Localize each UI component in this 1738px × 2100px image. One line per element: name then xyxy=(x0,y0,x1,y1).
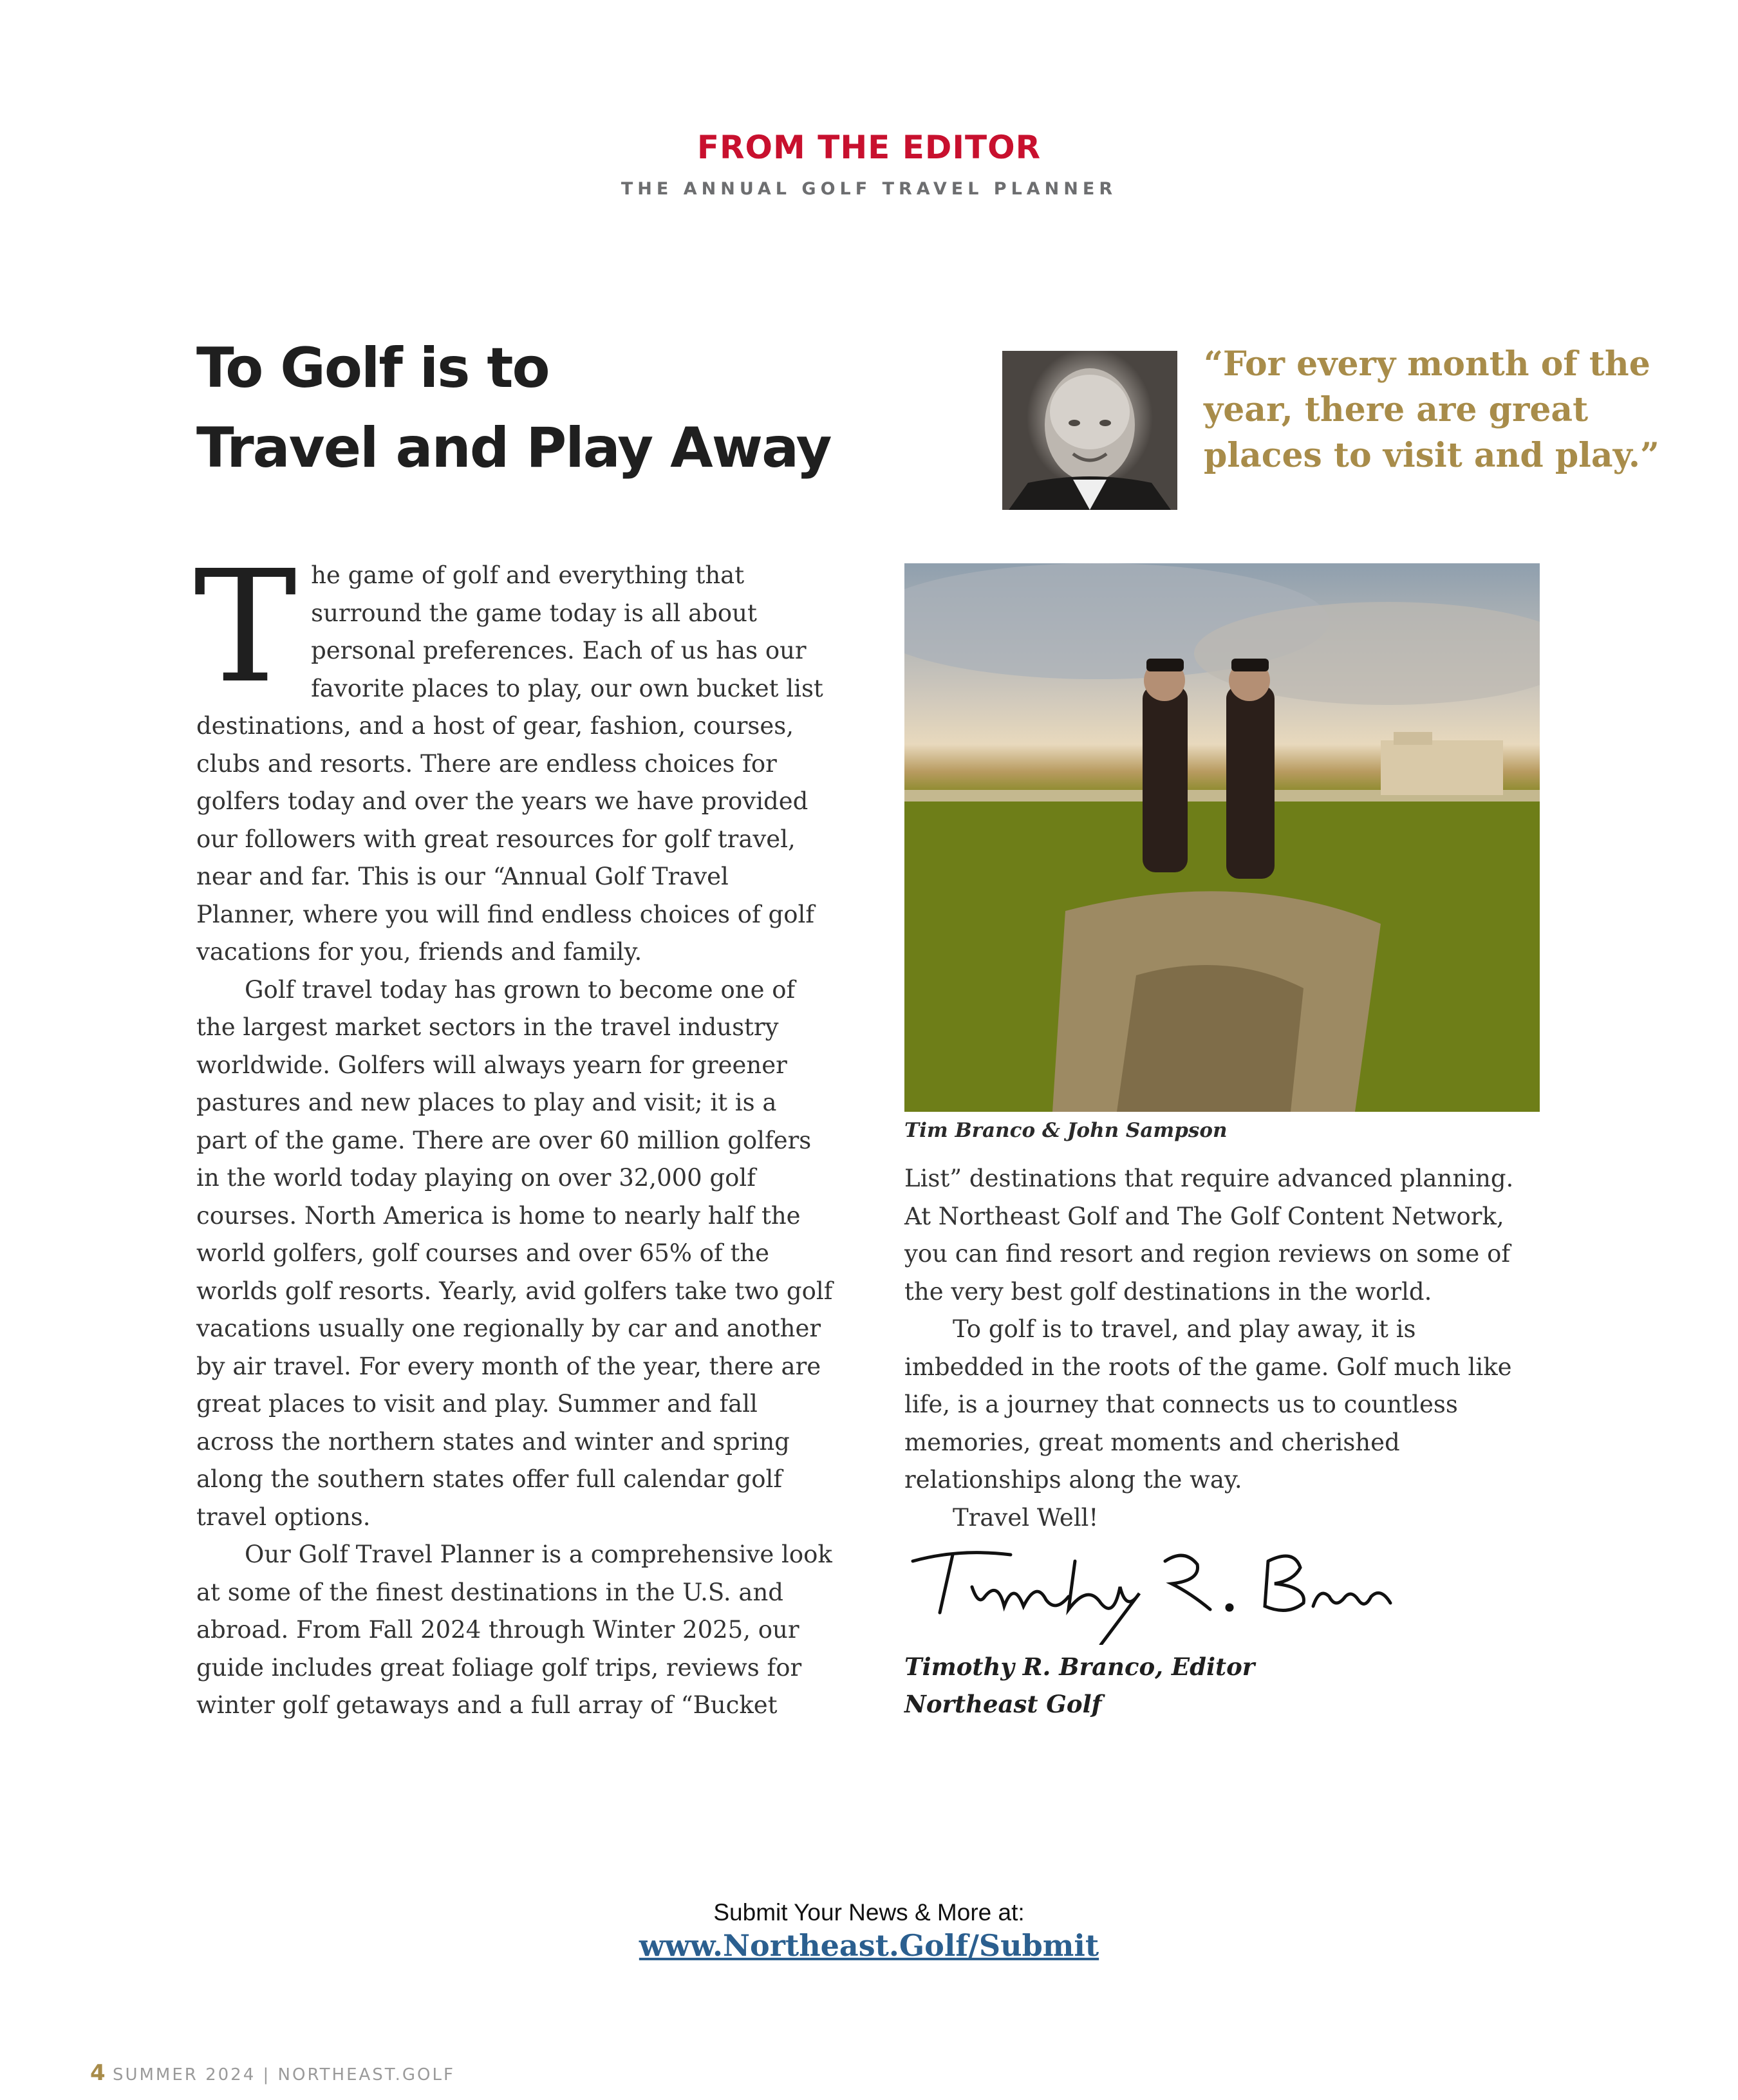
signer-block xyxy=(904,1648,1484,1723)
pull-quote: “For every month of the year, there are great places to visit and play.” xyxy=(1204,344,1659,475)
article-title xyxy=(196,328,969,488)
photo-caption: Tim Branco & John Sampson xyxy=(904,1119,1228,1142)
signer-name: Timothy R. Branco, Editor xyxy=(904,1653,1255,1681)
submit-link[interactable]: www.Northeast.Golf/Submit xyxy=(639,1928,1099,1963)
paragraph-2: Golf travel today has grown to become one of the largest market sectors in the travel industry worldwide. Golfers will always yearn for greener pastures and new places to play and visit; it is a part of the game. There are over 60 million golfers in the world today playing on over 32,000 golf courses. North America is home to nearly half the world golfers, golf courses and over 65% of the worlds golf resorts. Yearly, avid golfers take two golf vacations usually one regionally by car and another by air travel. For every month of the year, there are great places to visit and play. Summer and fall across the northern states and winter and spring along the southern states offer full calendar golf travel options. xyxy=(196,975,833,1531)
signer-organization: Northeast Golf xyxy=(904,1690,1102,1718)
submit-label: Submit Your News & More at: xyxy=(713,1899,1025,1926)
article-title-line2: Travel and Play Away xyxy=(196,416,831,480)
footer-text: SUMMER 2024 | NORTHEAST.GOLF xyxy=(112,2065,455,2085)
editors-photo xyxy=(904,563,1540,1112)
sign-off: Travel Well! xyxy=(953,1503,1099,1532)
page-number: 4 xyxy=(90,2060,106,2086)
paragraph-1-text: he game of golf and everything that surround the game today is all about personal preferences. Each of us has our favorite places to play, our own bucket list destinations, and a host of gear, fashion, courses, clubs and resorts. There are endless choices for golfers today and over the years we have provided our followers with great resources for golf travel, near and far. This is our “Annual Golf Travel Planner, where you will find endless choices of golf vacations for you, friends and family. xyxy=(196,561,823,966)
page-footer xyxy=(90,2060,455,2086)
paragraph-4: To golf is to travel, and play away, it is imbedded in the roots of the game. Golf much like life, is a journey that connects us to countless memories, great moments and cherished relationships along the way. xyxy=(904,1315,1512,1494)
drop-cap: T xyxy=(194,537,297,717)
editor-portrait xyxy=(1002,351,1177,510)
handwritten-signature xyxy=(908,1535,1397,1645)
paragraph-3: Our Golf Travel Planner is a comprehensive look at some of the finest destinations in the U.S. and abroad. From Fall 2024 through Winter 2025, our guide includes great foliage golf trips, reviews for winter golf getaways and a full array of “Bucket xyxy=(196,1541,832,1719)
article-title-line1: To Golf is to xyxy=(196,336,549,400)
article-column-right xyxy=(904,1160,1542,1537)
paragraph-1 xyxy=(194,537,834,971)
section-subtitle: THE ANNUAL GOLF TRAVEL PLANNER xyxy=(621,179,1117,199)
paragraph-3-continued: List” destinations that require advanced planning. At Northeast Golf and The Golf Content Network, you can find resort and region reviews on some of the very best golf destinations in the world. xyxy=(904,1165,1514,1306)
section-label: FROM THE EDITOR xyxy=(696,129,1042,166)
article-column-left xyxy=(194,537,834,1725)
